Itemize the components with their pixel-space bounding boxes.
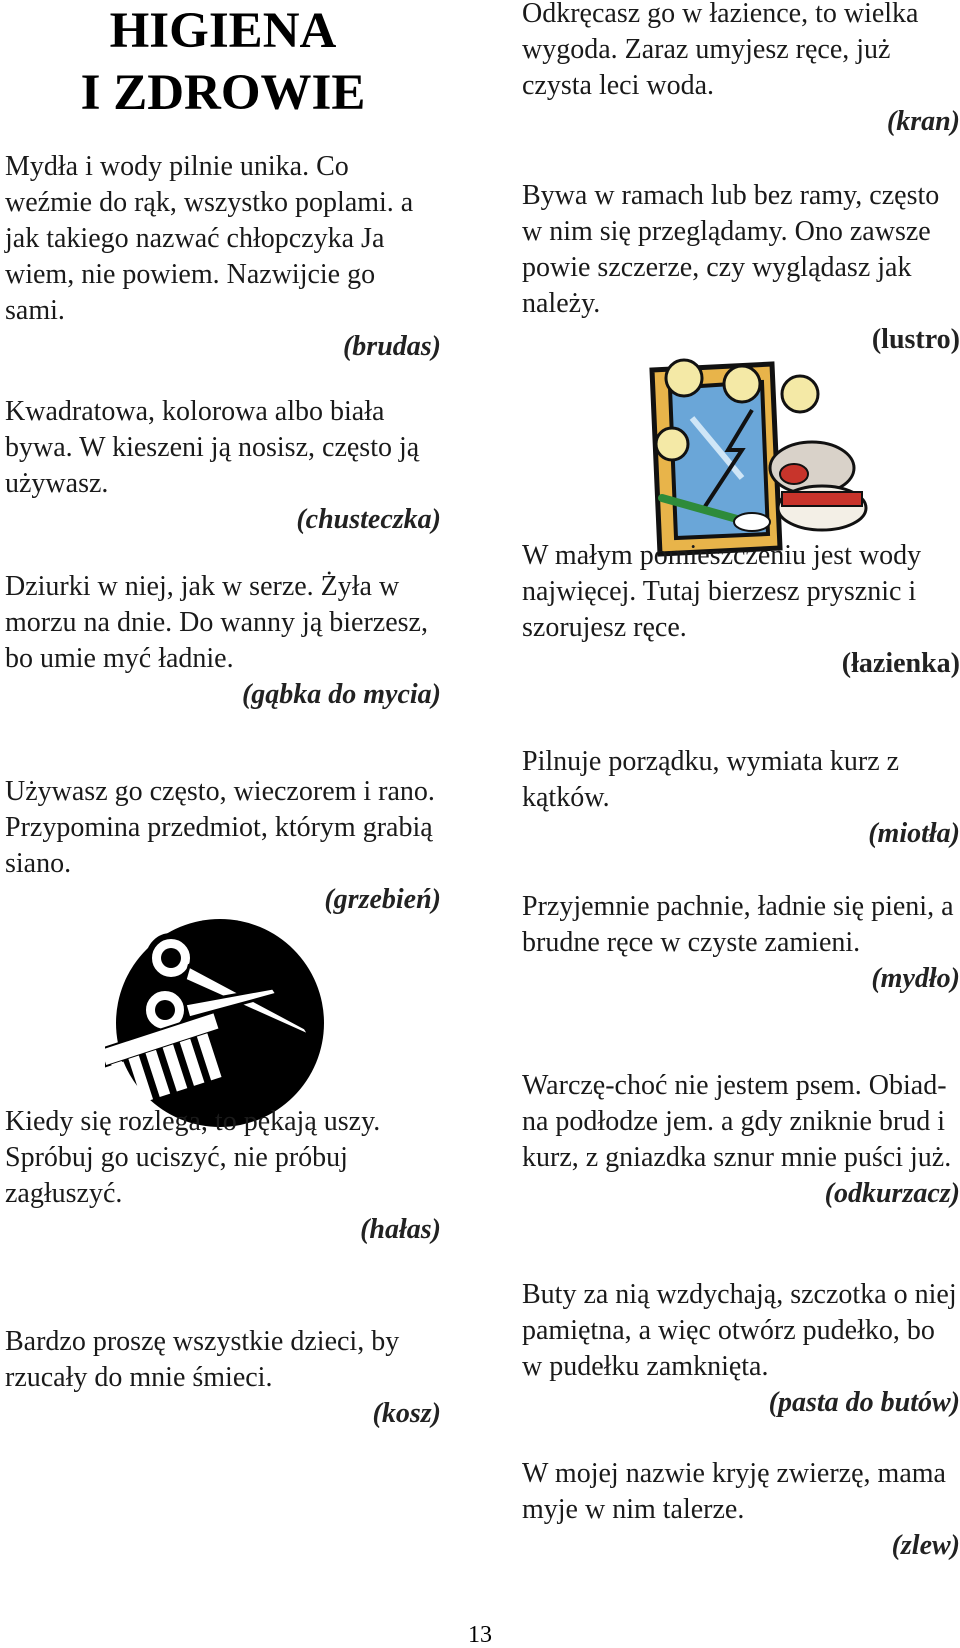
riddle-mydlo [522, 889, 960, 997]
riddle-text: W mojej nazwie kryję zwierzę, mama myje w nim talerze. [522, 1458, 946, 1525]
riddle-answer: (grzebień) [324, 884, 441, 915]
riddle-gabka [5, 569, 441, 713]
riddle-grzebien [5, 774, 441, 918]
left-column [5, 0, 441, 1429]
riddle-answer: (chusteczka) [296, 504, 441, 535]
riddle-text: W małym pomieszczeniu jest wody najwięcej. Tutaj bierzesz prysznic i szorujesz ręce. [522, 540, 922, 643]
riddle-answer: (kran) [886, 106, 960, 137]
riddle-answer: (pasta do butów) [768, 1387, 960, 1418]
riddle-answer: (odkurzacz) [824, 1178, 960, 1209]
riddle-text: Buty za nią wzdychają, szczotka o niej pamiętna, a więc otwórz pudełko, bo w pudełku zamknięta. [522, 1279, 957, 1382]
riddle-kran [522, 0, 960, 140]
comb-and-scissors-icon [105, 918, 335, 1128]
riddle-text: Kiedy się rozlega, to pękają uszy. Spróbuj go uciszyć, nie próbuj zagłuszyć. [5, 1106, 381, 1209]
riddle-text: Bywa w ramach lub bez ramy, często w nim się przeglądamy. Ono zawsze powie szczerze, czy wyglądasz jak należy. [522, 180, 940, 319]
riddle-kosz [5, 1324, 441, 1432]
riddle-answer: (łazienka) [841, 648, 960, 679]
riddle-answer: (mydło) [871, 963, 960, 994]
riddle-halas [5, 1104, 441, 1248]
riddle-miotla [522, 744, 960, 852]
riddle-answer: (kosz) [372, 1398, 441, 1429]
title-line-1: HIGIENA [109, 3, 337, 59]
riddle-text: Używasz go często, wieczorem i rano. Przypomina przedmiot, którym grabią siano. [5, 776, 435, 879]
riddle-text: Kwadratowa, kolorowa albo biała bywa. W kieszeni ją nosisz, często ją używasz. [5, 396, 420, 499]
riddle-zlew [522, 1456, 960, 1564]
riddle-text: Odkręcasz go w łazience, to wielka wygoda. Zaraz umyjesz ręce, już czysta leci woda. [522, 0, 919, 101]
riddle-pasta-do-butow [522, 1277, 960, 1421]
riddle-text: Przyjemnie pachnie, ładnie się pieni, a brudne ręce w czyste zamieni. [522, 891, 954, 958]
riddle-text: Mydła i wody pilnie unika. Co weźmie do rąk, wszystko poplami. a jak takiego nazwać chłopczyka Ja wiem, nie powiem. Nazwijcie go sami. [5, 151, 414, 326]
riddle-answer: (hałas) [360, 1214, 441, 1245]
riddle-answer: (brudas) [342, 331, 441, 362]
riddle-brudas [5, 149, 441, 365]
riddle-answer: (miotła) [868, 818, 960, 849]
riddle-text: Bardzo proszę wszystkie dzieci, by rzucały do mnie śmieci. [5, 1326, 400, 1393]
riddle-answer: (zlew) [891, 1530, 960, 1561]
riddle-text: Pilnuje porządku, wymiata kurz z kątków. [522, 746, 900, 813]
title-line-2: I ZDROWIE [80, 65, 366, 121]
riddle-answer: (lustro) [871, 324, 960, 355]
riddle-chusteczka [5, 394, 441, 538]
page-title [5, 0, 441, 124]
riddle-text: Dziurki w niej, jak w serze. Żyła w morzu na dnie. Do wanny ją bierzesz, bo umie myć ładnie. [5, 571, 428, 674]
page-number: 13 [468, 1622, 492, 1648]
riddle-odkurzacz [522, 1068, 960, 1212]
bathroom-mirror-icon [632, 358, 952, 558]
riddle-text: Warczę-choć nie jestem psem. Obiad-na podłodze jem. a gdy zniknie brud i kurz, z gniazdka sznur mnie puści już. [522, 1070, 952, 1173]
riddle-answer: (gąbka do mycia) [241, 679, 441, 710]
riddle-lazienka [522, 538, 960, 682]
riddle-lustro [522, 178, 960, 358]
